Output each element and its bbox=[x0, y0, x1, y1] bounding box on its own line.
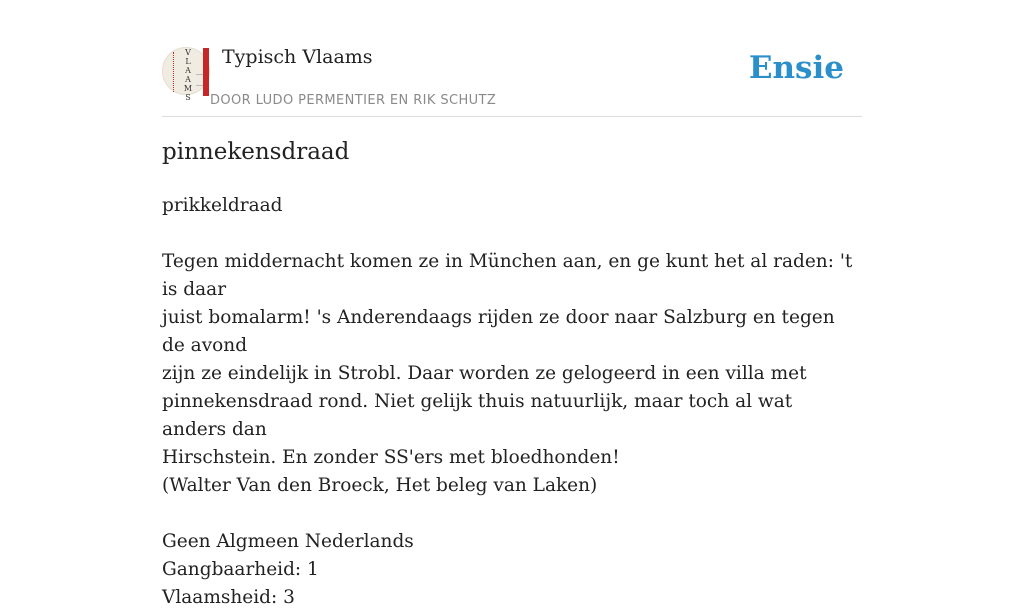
avatar-letter: M bbox=[183, 84, 193, 93]
avatar-letter: L bbox=[185, 57, 191, 66]
blog-title[interactable]: Typisch Vlaams bbox=[222, 46, 373, 68]
avatar-red-dots bbox=[173, 52, 177, 92]
blog-authors: DOOR LUDO PERMENTIER EN RIK SCHUTZ bbox=[210, 93, 497, 108]
content-container bbox=[162, 0, 862, 608]
avatar-letter: V bbox=[185, 48, 191, 57]
spacer bbox=[162, 500, 862, 528]
entry-definition: prikkeldraad bbox=[162, 195, 283, 216]
header bbox=[162, 0, 862, 117]
avatar-letter: A bbox=[185, 66, 191, 75]
quote-line: Tegen middernacht komen ze in München aan, en ge kunt het al raden: 't is daar bbox=[162, 251, 853, 300]
standard-note: Geen Algmeen Nederlands bbox=[162, 531, 414, 552]
quote-line: juist bomalarm! 's Anderendaags rijden ze door naar Salzburg en tegen de avond bbox=[162, 307, 835, 356]
frequency-rating: Gangbaarheid: 1 bbox=[162, 559, 319, 580]
avatar-letter: A bbox=[185, 75, 191, 84]
avatar-letter: S bbox=[185, 93, 191, 102]
avatar-letters bbox=[182, 48, 194, 102]
quote-line: Hirschstein. En zonder SS'ers met bloedhonden! bbox=[162, 447, 620, 468]
avatar-red-strip bbox=[203, 48, 209, 96]
entry-title: pinnekensdraad bbox=[162, 139, 350, 165]
flemishness-rating: Vlaamsheid: 3 bbox=[162, 587, 295, 608]
entry-body bbox=[162, 192, 862, 612]
spacer bbox=[162, 220, 862, 248]
ensie-logo-link[interactable]: Ensie bbox=[748, 50, 844, 86]
quote-line: pinnekensdraad rond. Niet gelijk thuis natuurlijk, maar toch al wat anders dan bbox=[162, 391, 793, 440]
blog-avatar[interactable] bbox=[162, 47, 210, 102]
quote-line: zijn ze eindelijk in Strobl. Daar worden ze gelogeerd in een villa met bbox=[162, 363, 807, 384]
quote-citation: (Walter Van den Broeck, Het beleg van Laken) bbox=[162, 475, 598, 496]
